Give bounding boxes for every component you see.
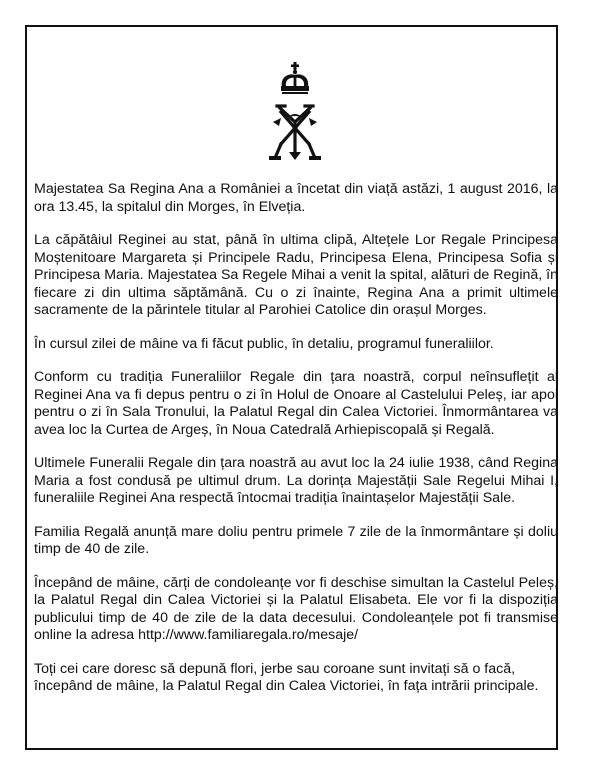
paragraph-death-announcement: Majestatea Sa Regina Ana a României a încetat din viață astăzi, 1 august 2016, la ora 13.45, la spitalul din Morges, în Elveția.: [34, 181, 558, 215]
paragraph-funeral-program: În cursul zilei de mâine va fi făcut public, în detaliu, programul funeraliilor.: [34, 335, 494, 352]
paragraph-last-royal-funeral: Ultimele Funeralii Regale din țara noastră au avut loc la 24 iulie 1938, când Regina Maria a fost condusă pe ultimul drum. La dorința Majestății Sale Regelui Mihai I, funeraliile Reginei Ana respectă întocmai tradiția înaintașelor Majestății Sale.: [34, 455, 558, 506]
announcement-text: [34, 181, 558, 696]
paragraph-mourning: Familia Regală anunță mare doliu pentru primele 7 zile de la înmormântare și doliu timp de 40 de zile.: [34, 523, 558, 557]
paragraph-funeral-tradition: Conform cu tradiția Funeraliilor Regale din țara noastră, corpul neînsuflețit al Reginei Ana va fi depus pentru o zi în Holul de Onoare al Castelului Peleș, iar apoi pentru o zi în Sala Tronului, la Palatul Regal din Calea Victoriei. Înmormântarea va avea loc la Curtea de Argeș, în Noua Catedrală Arhiepiscopală și Regală.: [34, 369, 558, 438]
paragraph-condolence-books: Începând de mâine, cărți de condoleanțe vor fi deschise simultan la Castelul Peleș, la Palatul Regal din Calea Victoriei și la Palatul Elisabeta. Ele vor fi la dispoziția publicului timp de 40 de zile de la data decesului. Condoleanțele pot fi transmise online la adresa http://www.familiaregala.ro/mesaje/: [34, 574, 558, 643]
paragraph-bedside-family: La căpătâiul Reginei au stat, până în ultima clipă, Altețele Lor Regale Principesa Moștenitoare Margareta și Principele Radu, Principesa Elena, Principesa Sofia și Principesa Maria. Majestatea Sa Regele Mihai a venit la spital, alături de Regină, în fiecare zi din ultima săptămână. Cu o zi înainte, Regina Ana a primit ultimele sacramente de la părintele titular al Parohiei Catolice din orașul Morges.: [34, 232, 558, 318]
paragraph-flowers: Toți cei care doresc să depună flori, jerbe sau coroane sunt invitați să o facă, începând de mâine, la Palatul Regal din Calea Victoriei, în fața intrării principale.: [34, 660, 539, 694]
royal-crown-monogram-icon: [265, 60, 325, 170]
